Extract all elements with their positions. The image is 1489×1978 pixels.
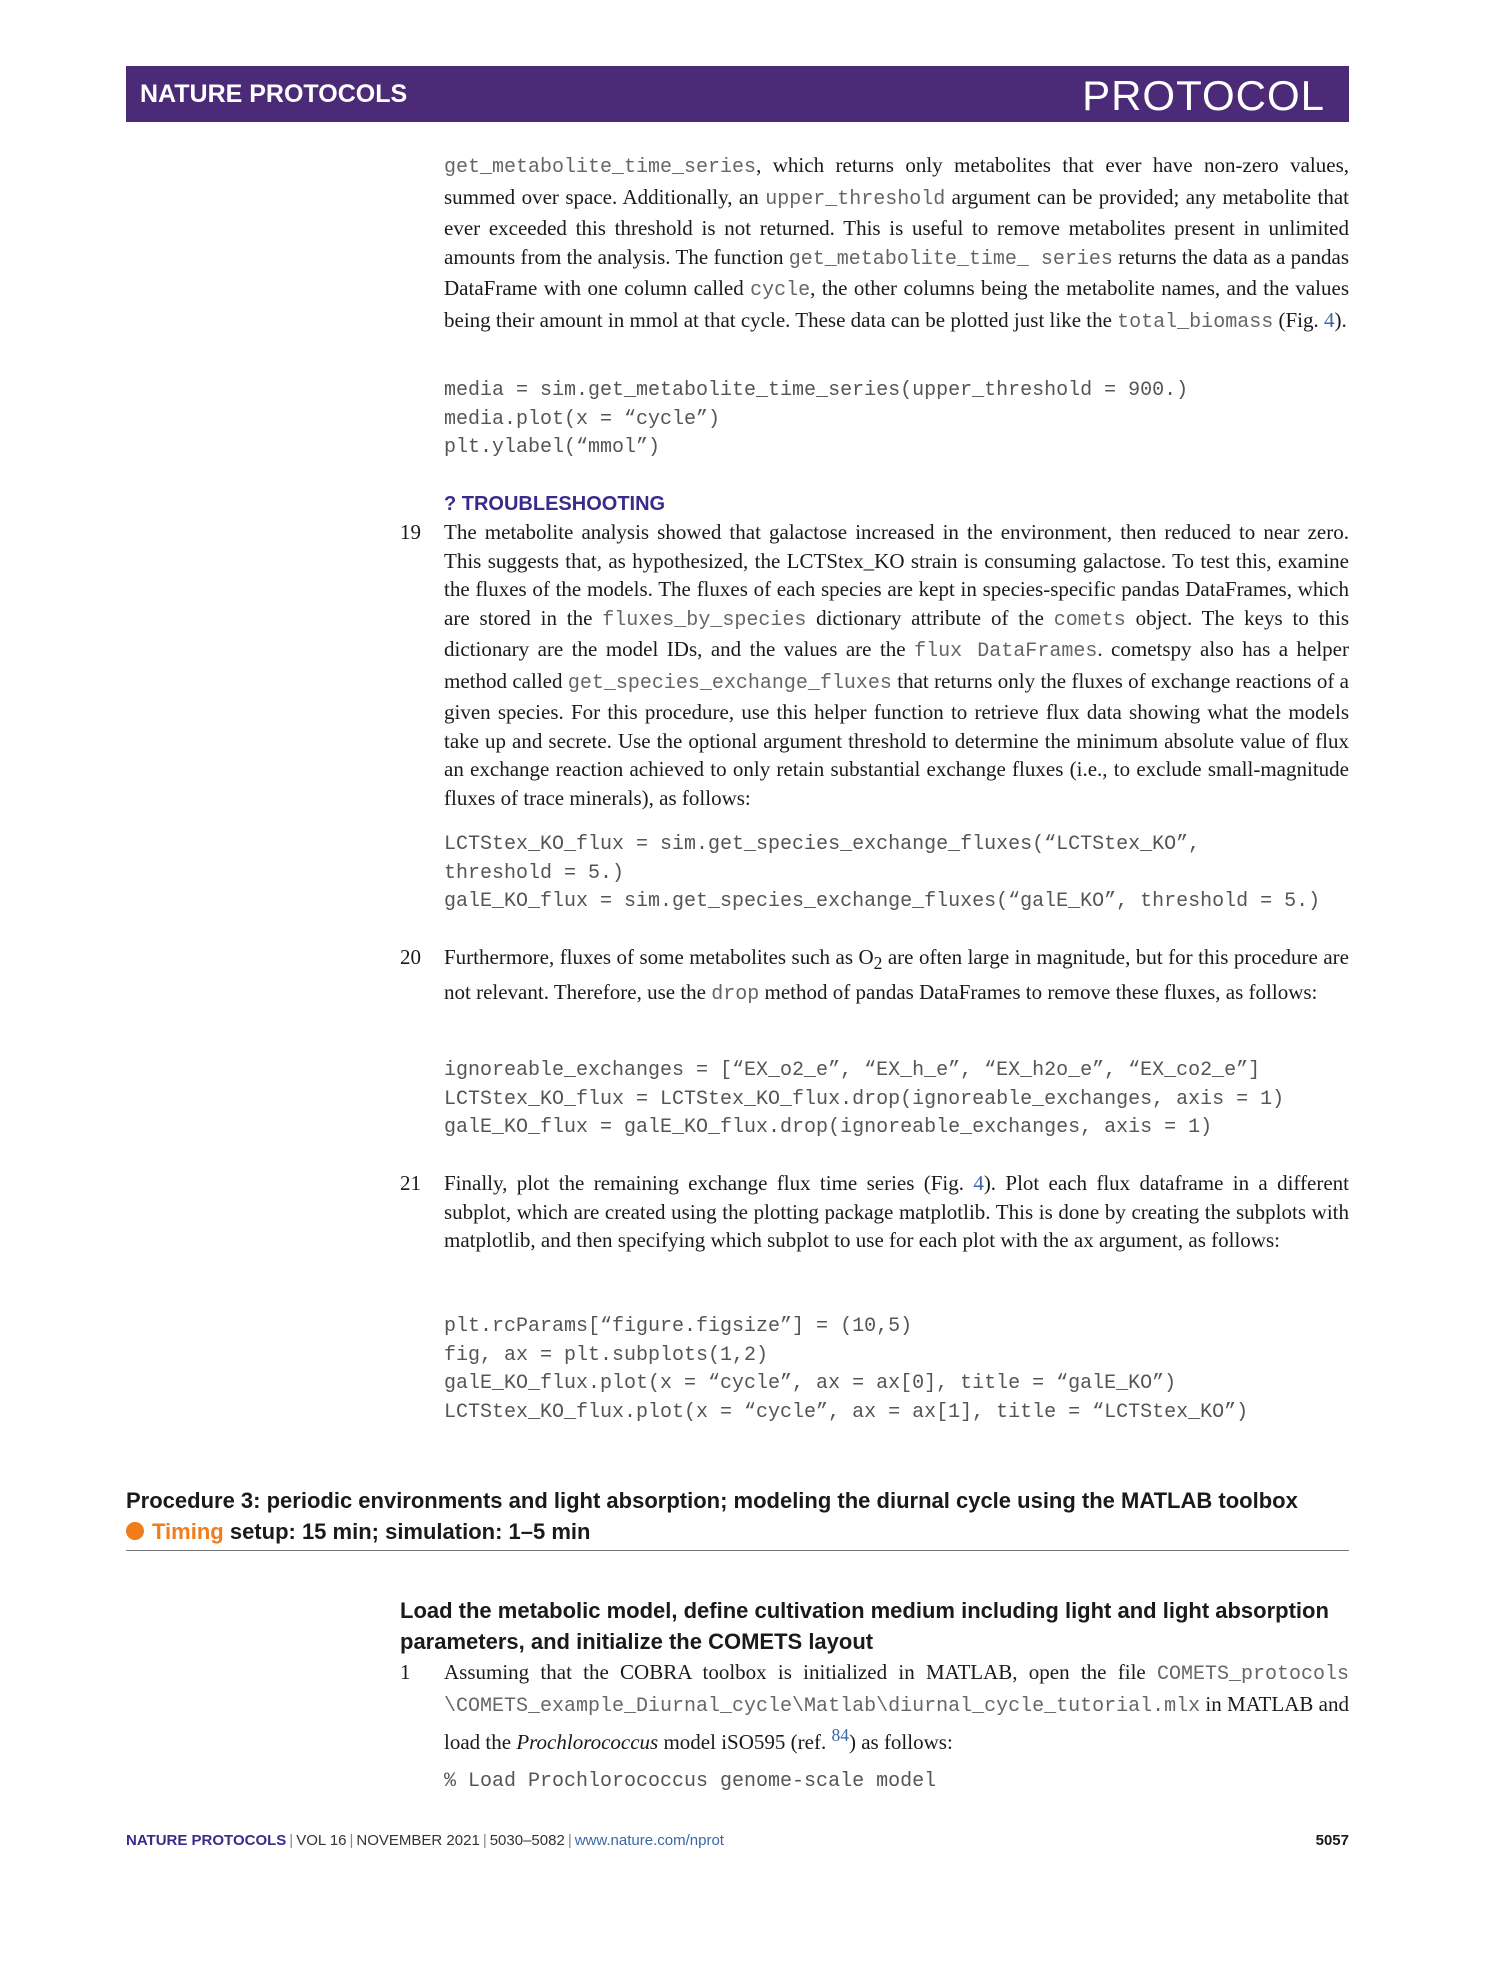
step-20-text: [444, 943, 1349, 1009]
inline-code: drop: [711, 982, 760, 1006]
text-run: that returns only the fluxes of exchange reactions of a given species. For this procedure, use this helper function to retrieve flux data showing what the models take up and secrete. Use the optional argument threshold to determine the minimum absolute value of flux an exchange reaction achieved to only retain substantial exchange fluxes (i.e., to exclude small-magnitude fluxes of trace minerals), as follows:: [444, 668, 1349, 810]
text-run: method of pandas DataFrames to remove these fluxes, as follows:: [759, 979, 1318, 1004]
code-block-media: [444, 377, 1349, 463]
inline-code: get_species_exchange_fluxes: [567, 671, 892, 695]
code-block-drop: [444, 1057, 1349, 1143]
footer-separator: |: [482, 1832, 487, 1849]
code-line: galE_KO_flux = galE_KO_flux.drop(ignoreable_exchanges, axis = 1): [444, 1116, 1213, 1139]
footer-url-link[interactable]: www.nature.com/nprot: [574, 1832, 724, 1849]
step-number: 19: [400, 520, 421, 544]
code-line: fig, ax = plt.subplots(1,2): [444, 1343, 769, 1367]
code-block-plot: [444, 1313, 1349, 1427]
text-run: argument can be provided; any metabolite that ever exceeded this threshold is not returned. This is useful to remove metabolites present in unlimited amounts from the analysis. The function: [444, 184, 1349, 269]
reference-link[interactable]: 84: [831, 1725, 849, 1745]
section-label: PROTOCOL: [1082, 72, 1325, 119]
code-line: threshold = 5.): [444, 861, 625, 885]
text-run: ).: [1334, 307, 1347, 332]
code-line: LCTStex_KO_flux = LCTStex_KO_flux.drop(ignoreable_exchanges, axis = 1): [444, 1087, 1285, 1111]
subscript: 2: [873, 953, 883, 974]
footer-pages: 5030–5082: [489, 1832, 565, 1849]
inline-code: get_metabolite_time_series: [444, 156, 757, 179]
step-number: 21: [400, 1171, 421, 1195]
step-number: 1: [400, 1660, 411, 1684]
inline-code: comets: [1053, 608, 1126, 632]
page-header: [126, 66, 1349, 122]
page-number: 5057: [1315, 1832, 1349, 1849]
inline-code: total_biomass: [1117, 310, 1274, 334]
text-run: The metabolite analysis showed that galactose increased in the environment, then reduced to near zero. This suggests that, as hypothesized, the LCTStex_KO strain is consuming galactose. To test this, examine the fluxes of the models. The fluxes of each species are kept in species-specific pandas DataFrames, which are stored in the: [444, 520, 1349, 630]
code-line: galE_KO_flux.plot(x = “cycle”, ax = ax[0], title = “galE_KO”): [444, 1372, 1177, 1395]
journal-name: NATURE PROTOCOLS: [140, 80, 408, 108]
step-19-text: [444, 518, 1349, 812]
code-block-exchange-fluxes: [444, 831, 1349, 917]
troubleshooting-link[interactable]: ? TROUBLESHOOTING: [444, 493, 666, 515]
code-line: ignoreable_exchanges = [“EX_o2_e”, “EX_h_e”, “EX_h2o_e”, “EX_co2_e”]: [444, 1059, 1261, 1082]
text-run: dictionary attribute of the: [806, 605, 1054, 630]
figure-link[interactable]: 4: [973, 1171, 984, 1195]
text-run: . cometspy also has a helper method called: [444, 637, 1350, 693]
inline-code: fluxes_by_species: [602, 608, 807, 632]
inline-code: COMETS_protocols \COMETS_example_Diurnal_cycle\Matlab\diurnal_cycle_tutorial.mlx: [444, 1663, 1349, 1718]
subsection-heading: Load the metabolic model, define cultivation medium including light and light absorption parameters, and initialize the COMETS layout: [400, 1598, 1329, 1654]
footer-separator: |: [567, 1832, 572, 1849]
code-line: galE_KO_flux = sim.get_species_exchange_fluxes(“galE_KO”, threshold = 5.): [444, 890, 1321, 913]
footer-journal: NATURE PROTOCOLS: [126, 1832, 287, 1849]
inline-code: flux DataFrames: [914, 640, 1098, 663]
inline-code: cycle: [750, 279, 811, 302]
code-line: plt.rcParams[“figure.figsize”] = (10,5): [444, 1315, 913, 1338]
code-line: LCTStex_KO_flux = sim.get_species_exchange_fluxes(“LCTStex_KO”,: [444, 833, 1201, 856]
text-run: Finally, plot the remaining exchange flux time series (Fig.: [444, 1171, 974, 1195]
text-run: Furthermore, fluxes of some metabolites such as O: [444, 945, 874, 969]
text-run: in MATLAB and load the: [444, 1691, 1349, 1754]
timing-label: Timing: [152, 1519, 224, 1544]
text-run: Assuming that the COBRA toolbox is initialized in MATLAB, open the file: [444, 1660, 1157, 1684]
inline-code: upper_threshold: [765, 187, 946, 211]
code-line: LCTStex_KO_flux.plot(x = “cycle”, ax = ax[1], title = “LCTStex_KO”): [444, 1400, 1249, 1424]
page-footer: [126, 1832, 1349, 1849]
section-divider: [126, 1550, 1349, 1551]
code-line: plt.ylabel(“mmol”): [444, 436, 661, 459]
footer-volume: VOL 16: [296, 1832, 347, 1849]
intro-paragraph: [444, 151, 1349, 337]
footer-separator: |: [349, 1832, 354, 1849]
text-run: returns the data as a pandas DataFrame with one column called: [444, 244, 1350, 300]
timing-text: setup: 15 min; simulation: 1–5 min: [223, 1519, 591, 1544]
code-line: % Load Prochlorococcus genome-scale model: [444, 1770, 937, 1793]
text-run: ) as follows:: [848, 1730, 953, 1754]
step-1-text: [444, 1658, 1349, 1757]
step-number: 20: [400, 945, 421, 969]
text-run: object. The keys to this dictionary are the model IDs, and the values are the: [444, 605, 1349, 661]
text-run: ). Plot each flux dataframe in a different subplot, which are created using the plotting package matplotlib. This is done by creating the subplots with matplotlib, and then specifying which subplot to use for each plot with the ax argument, as follows:: [444, 1171, 1349, 1252]
species-name: Prochlorococcus: [516, 1730, 659, 1754]
timing-dot-icon: [126, 1522, 144, 1540]
footer-date: NOVEMBER 2021: [356, 1832, 480, 1849]
text-run: (Fig.: [1273, 307, 1324, 332]
code-line: media.plot(x = “cycle”): [444, 407, 721, 431]
code-block-load-model: [444, 1768, 1349, 1797]
inline-code: get_metabolite_time_ series: [788, 247, 1113, 271]
text-run: , which returns only metabolites that ever have non-zero values, summed over space. Additionally, an: [444, 153, 1349, 209]
procedure-title: Procedure 3: periodic environments and light absorption; modeling the diurnal cycle using the MATLAB toolbox: [126, 1488, 1298, 1513]
footer-separator: |: [289, 1832, 294, 1849]
step-21-text: [444, 1169, 1349, 1255]
timing-line: [126, 1517, 1349, 1547]
text-run: , the other columns being the metabolite names, and the values being their amount in mmol at that cycle. These data can be plotted just like the: [444, 276, 1349, 332]
code-line: media = sim.get_metabolite_time_series(upper_threshold = 900.): [444, 379, 1189, 402]
text-run: model iSO595 (ref.: [658, 1730, 832, 1754]
figure-link[interactable]: 4: [1323, 307, 1335, 332]
text-run: are often large in magnitude, but for this procedure are not relevant. Therefore, use the: [444, 945, 1349, 1004]
